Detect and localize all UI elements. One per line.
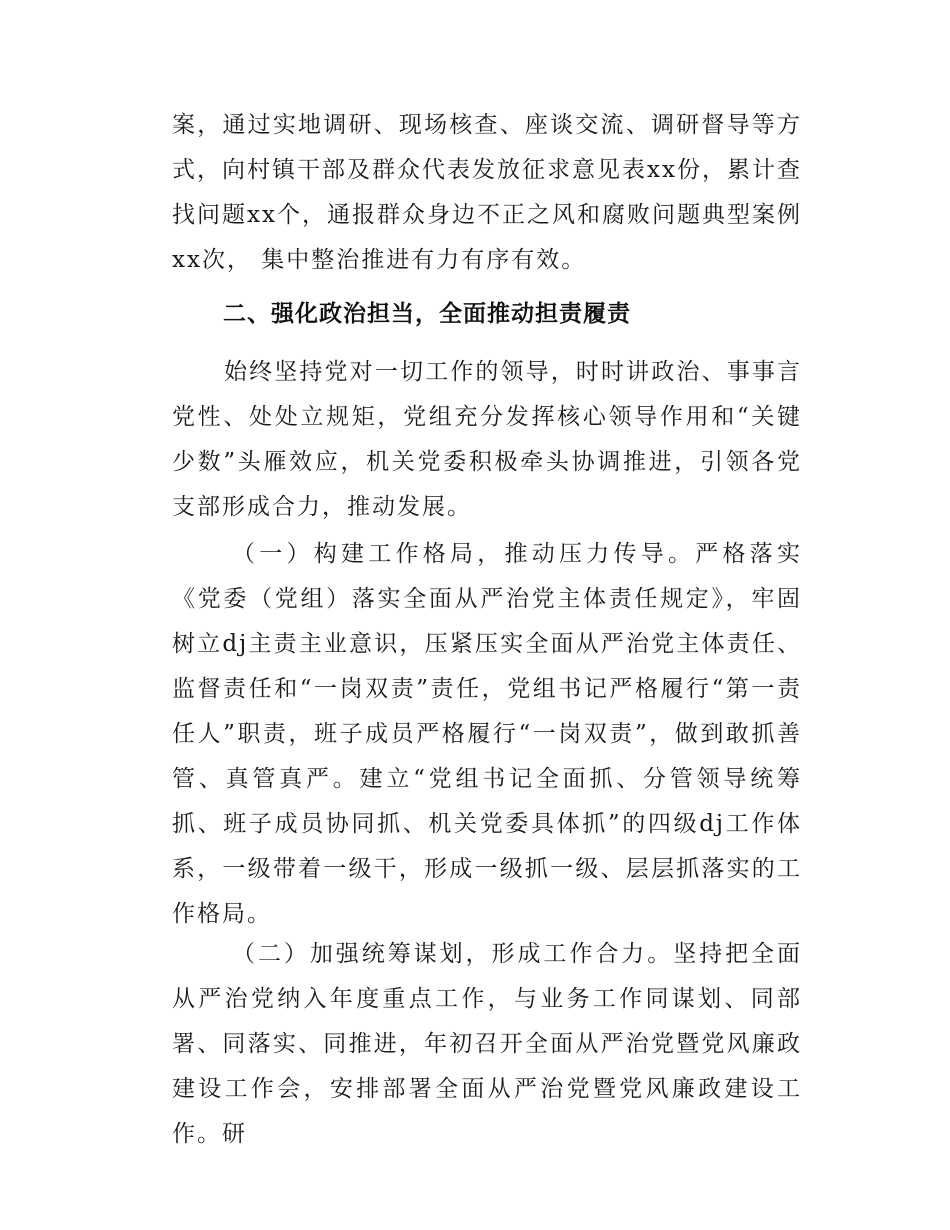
subsection-2-paragraph: （二）加强统筹谋划，形成工作合力。坚持把全面从严治党纳入年度重点工作，与业务工作同谋划、同部署、同落实、同推进，年初召开全面从严治党暨党风廉政建设工作会，安排部署全面从严治党暨党风廉政建设工作。研 [172,941,802,1147]
section-heading: 二、强化政治担当，全面推动担责履责 [223,301,631,327]
intro-paragraph: 始终坚持党对一切工作的领导，时时讲政治、事事言党性、处处立规矩，党组充分发挥核心领导作用和“关键少数”头雁效应，机关党委积极牵头协调推进，引领各党支部形成合力，推动发展。 [172,359,802,520]
continuation-paragraph: 案，通过实地调研、现场核查、座谈交流、调研督导等方式，向村镇干部及群众代表发放征求意见表xx份，累计查找问题xx个，通报群众身边不正之风和腐败问题典型案例xx次， 集中整治推进有力有序有效。 [172,112,802,273]
subsection-1-paragraph: （一）构建工作格局，推动压力传导。严格落实《党委（党组）落实全面从严治党主体责任规定》，牢固树立dj主责主业意识，压紧压实全面从严治党主体责任、监督责任和“一岗双责”责任，党组书记严格履行“第一责任人”职责，班子成员严格履行“一岗双责”，做到敢抓善管、真管真严。建立“党组书记全面抓、分管领导统筹抓、班子成员协同抓、机关党委具体抓”的四级dj工作体系，一级带着一级干，形成一级抓一级、层层抓落实的工作格局。 [172,541,802,927]
